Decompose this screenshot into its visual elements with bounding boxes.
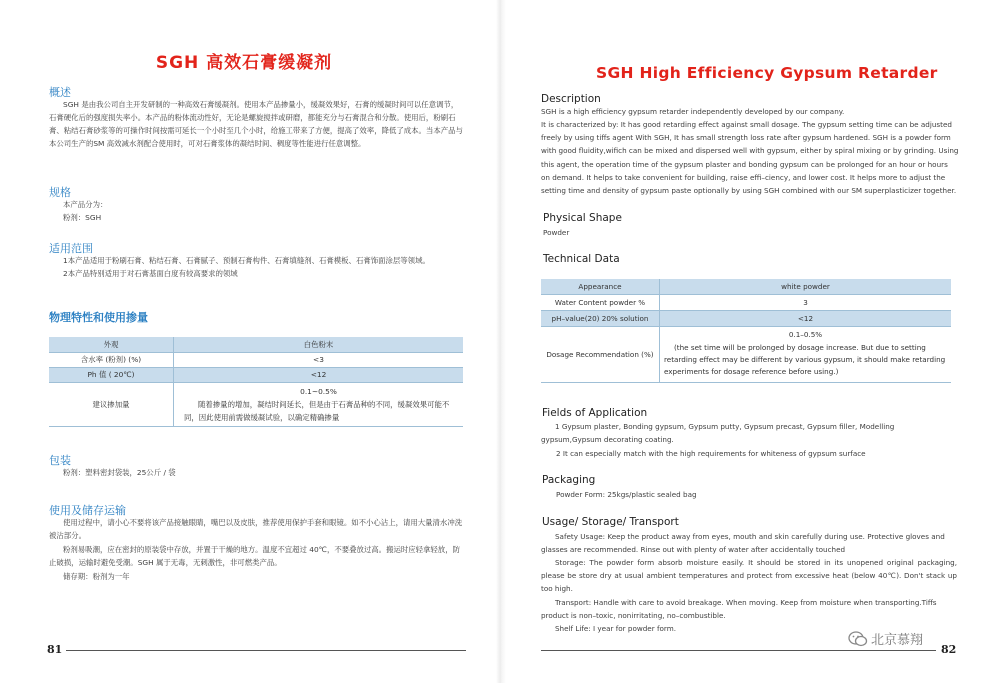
table-row [49, 382, 463, 426]
row-value: <12 [660, 310, 952, 326]
table-row [541, 294, 951, 310]
properties-table [49, 337, 463, 427]
row-label: pH–value(20) 20% solution [541, 310, 660, 326]
spec-line-2: 粉剂：SGH [63, 213, 102, 222]
table-row [541, 310, 951, 326]
row-label: 含水率 (粉剂) (%) [49, 352, 174, 367]
table-row [49, 352, 463, 367]
usage-line-3: 储存期：粉剂为一年 [63, 572, 130, 581]
watermark-text: 北京慕翔 [871, 633, 924, 648]
row-value: white powder [660, 279, 952, 294]
wechat-icon [848, 630, 868, 648]
left-page [0, 0, 488, 683]
physical-shape-heading: Physical Shape [543, 212, 622, 224]
usage-en-line-4: Shelf Life: I year for powder form. [555, 624, 677, 633]
table-row [541, 326, 951, 382]
description-heading: Description [541, 93, 601, 105]
technical-heading: Technical Data [543, 253, 620, 265]
packaging-en-body: Powder Form: 25kgs/plastic sealed bag [556, 490, 697, 499]
fields-line-2: 2 It can especially match with the high requirements for whiteness of gypsum surface [556, 449, 866, 458]
packaging-body: 粉剂：塑料密封袋装，25公斤 / 袋 [63, 468, 176, 477]
dosage-label: 建议掺加量 [49, 382, 174, 426]
usage-heading: 使用及储存运输 [49, 504, 126, 517]
scope-heading: 适用范围 [49, 242, 93, 255]
description-line-1: SGH is a high efficiency gypsum retarder independently developed by our company. [541, 107, 845, 116]
page-title-en: SGH High Efficiency Gypsum Retarder [596, 64, 938, 82]
row-label: Water Content powder % [541, 294, 660, 310]
watermark [848, 629, 923, 648]
fields-heading: Fields of Application [542, 407, 648, 419]
page-number-right: 82 [941, 643, 957, 656]
dosage-note: 随着掺量的增加，凝结时间延长，但是由于石膏品种的不同，缓凝效果可能不同，因此使用前需做缓凝试验，以确定精确掺量 [184, 399, 450, 422]
overview-body: SGH 是由我公司自主开发研制的一种高效石膏缓凝剂。使用本产品掺量小，缓凝效果好，石膏的缓凝时间可以任意调节，石膏硬化后的强度损失率小。本产品的粉体流动性好，无论是螺旋搅拌或研磨，都能充分与石膏混合和分散。使用后，粉刷石膏、粘结石膏砂浆等的可操作时间按需可延长一个小时至几个小时，给施工带来了方便，提高了效率，降低了成本。当本产品与本公司生产的SM 高效减水剂配合使用时，可对石膏浆体的凝结时间、稠度等性能进行任意调整。 [49, 100, 463, 149]
usage-line-1: 使用过程中，请小心不要将该产品接触眼睛，嘴巴以及皮肤，推荐使用保护手套和眼镜。如不小心沾上，请用大量清水冲洗被沾部分。 [49, 518, 463, 541]
dosage-cell [174, 382, 464, 426]
packaging-en-heading: Packaging [542, 474, 596, 486]
usage-en-line-1: Safety Usage: Keep the product away from eyes, mouth and skin carefully during use. Protective gloves and glasses are recommended. Rinse out with plenty of water after accidentally touched [541, 532, 945, 555]
usage-en-line-3: Transport: Handle with care to avoid breakage. When moving. Keep from moisture when transporting.Tiffs product is non–toxic, nonirritating, no–combustible. [541, 598, 937, 621]
row-value: 白色粉末 [174, 337, 464, 352]
table-row [49, 337, 463, 352]
usage-line-2: 粉剂易吸潮，应在密封的原装袋中存放，并置于干燥的地方。温度不宜超过 40℃，不要叠放过高。搬运时应轻拿轻放，防止破损，运输时避免受潮。SGH 属于无毒，无刺激性，非可燃类产品。 [49, 545, 460, 568]
overview-heading: 概述 [49, 86, 71, 99]
scope-line-2: 2本产品特别适用于对石膏基面白度有较高要求的领域 [63, 269, 238, 278]
spec-heading: 规格 [49, 186, 71, 199]
table-row [49, 367, 463, 382]
scope-line-1: 1本产品适用于粉刷石膏、粘结石膏、石膏腻子、预制石膏构件、石膏填缝剂、石膏模板、石膏饰面涂层等领域。 [63, 256, 430, 265]
description-line-2: It is characterized by: It has good retarding effect against small dosage. The gypsum setting time can be adjusted freely by using tiffs agent With SGH, It has small strength loss rate after gypsum hardened. SGH is a powder form with good fluidity,wifich can be mixed and dispersed well with gypsum, either by spiral mixing or by grinding. Using this agent, the operation time of the gypsum plaster and bonding gypsum can be prolonged for an hour or hours on demand. It helps to take convenient for building, raise effi–ciency, and lower cost. It helps more to adjust the setting time and density of gypsum paste optionally by using SGH combined with our SM superplasticizer together. [541, 120, 959, 196]
dosage-cell [660, 326, 952, 382]
technical-table [541, 279, 951, 383]
page-fold [496, 0, 506, 683]
spec-line-1: 本产品分为： [63, 200, 108, 209]
dosage-label: Dosage Recommendation (%) [541, 326, 660, 382]
usage-en-heading: Usage/ Storage/ Transport [542, 516, 679, 528]
dosage-range: 0.1~0.5% [300, 386, 337, 396]
row-value: <12 [174, 367, 464, 382]
usage-en-line-2: Storage: The powder form absorb moisture easily. It should be stored in its unopened original packaging, please be store dry at usual ambient temperatures and protect from excessive heat (below 40℃). Don't stack up too high. [541, 558, 957, 594]
page-title-cn: SGH 高效石膏缓凝剂 [155, 53, 333, 73]
row-label: 外观 [49, 337, 174, 352]
row-value: 3 [660, 294, 952, 310]
fields-line-1: 1 Gypsum plaster, Bonding gypsum, Gypsum putty, Gypsum precast, Gypsum filler, Modelling gypsum,Gypsum decorating coating. [541, 422, 895, 445]
physical-shape-body: Powder [543, 228, 570, 237]
footer-rule-right [541, 650, 936, 651]
dosage-range: 0.1–0.5% [788, 330, 823, 340]
row-label: Ph 值 ( 20℃) [49, 367, 174, 382]
packaging-heading: 包装 [49, 454, 71, 467]
dosage-note: (the set time will be prolonged by dosage increase. But due to setting retarding effect may be different by various gypsum, it should make retarding experiments for dosage reference before using.) [664, 342, 946, 377]
table-row [541, 279, 951, 294]
footer-rule-left [66, 650, 466, 651]
row-value: <3 [174, 352, 464, 367]
row-label: Appearance [541, 279, 660, 294]
properties-heading: 物理特性和使用掺量 [49, 311, 148, 324]
page-number-left: 81 [47, 643, 63, 656]
